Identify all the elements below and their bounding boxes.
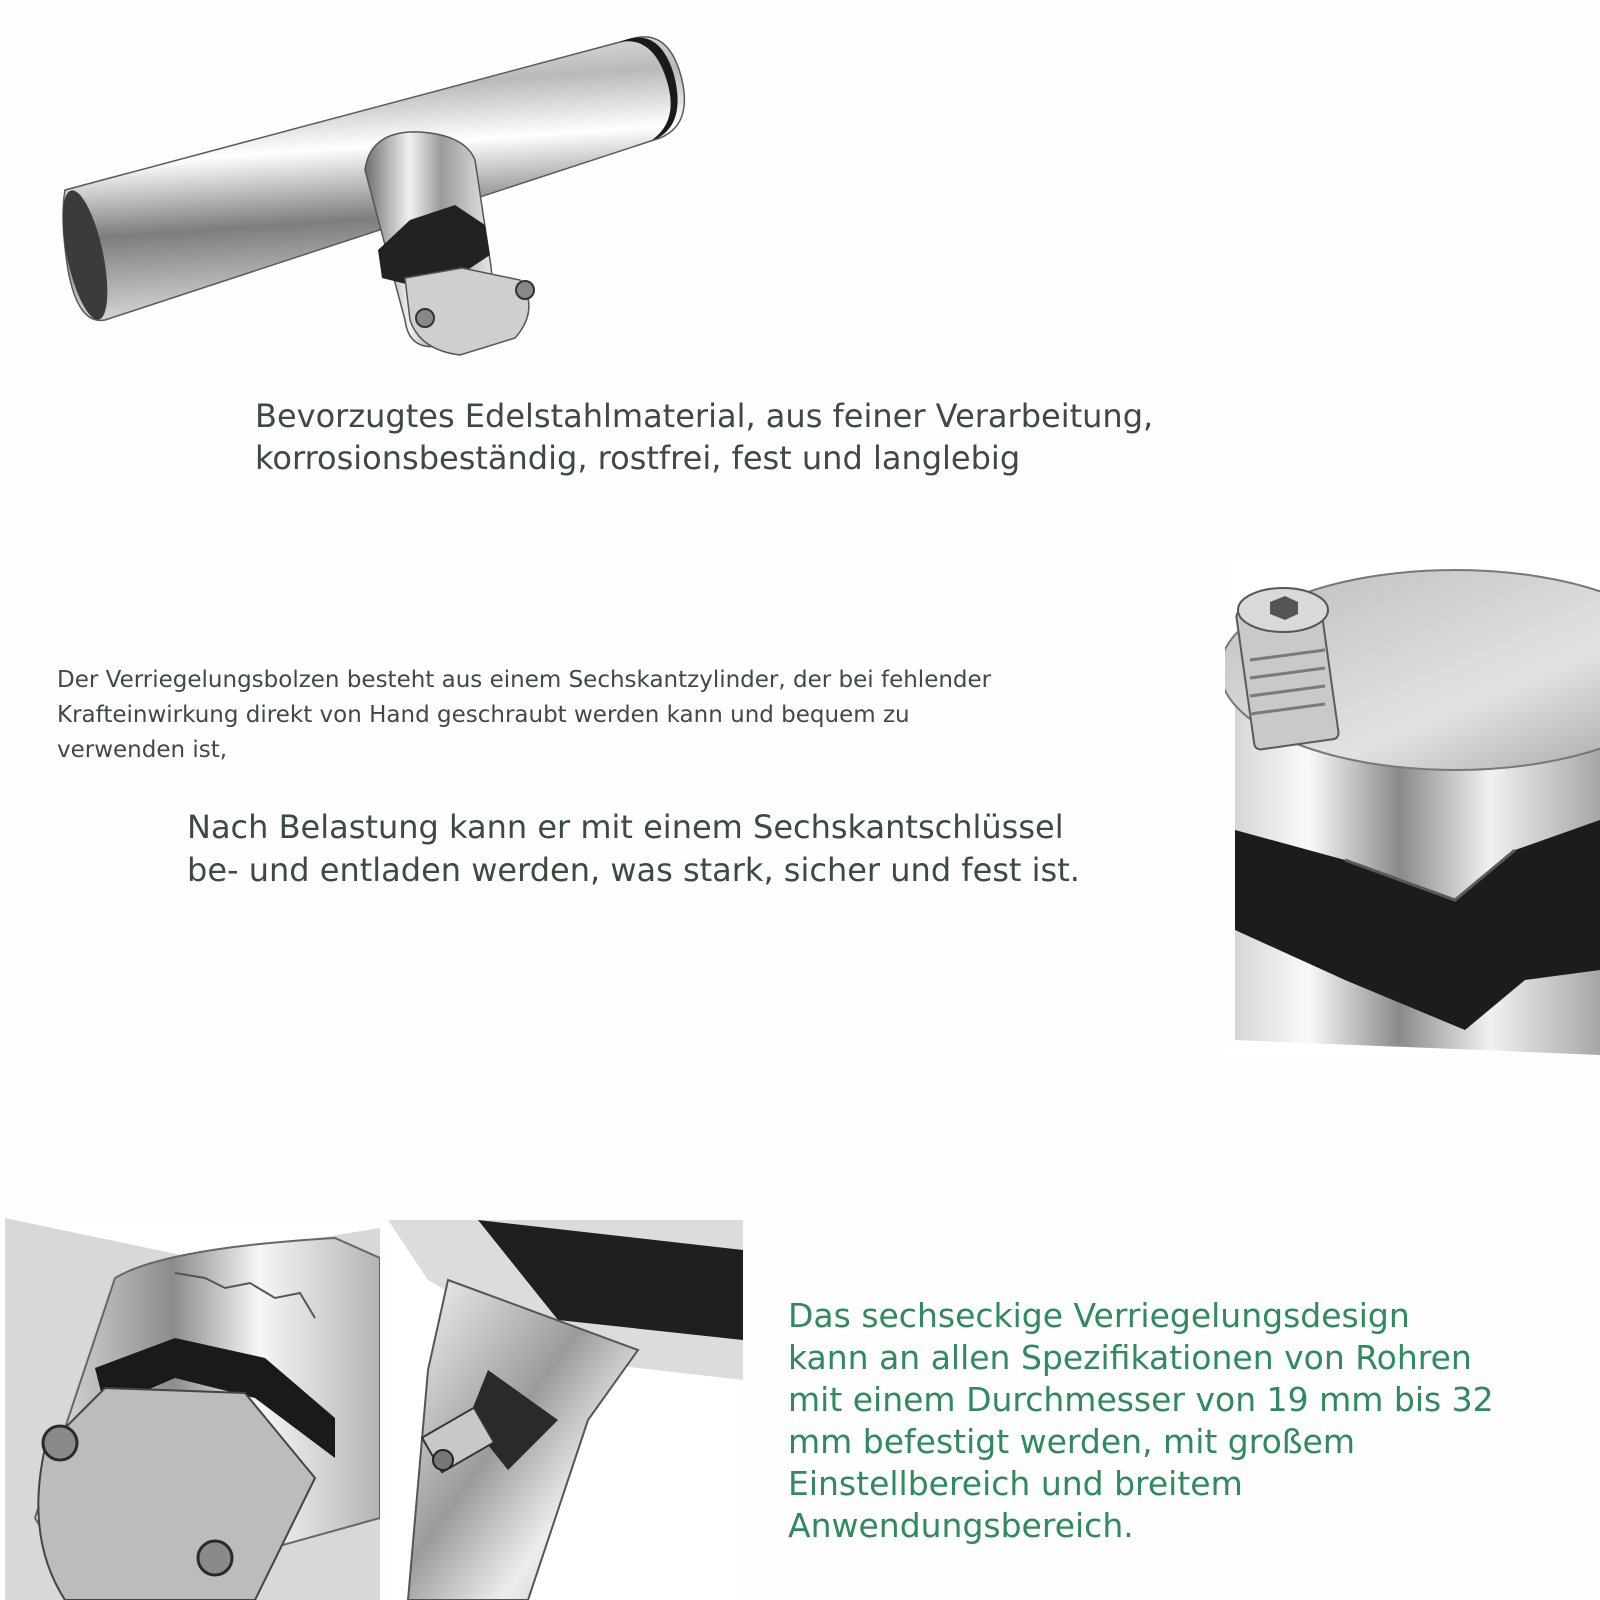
- feature-bolt-line: Krafteinwirkung direkt von Hand geschraubt werden kann und bequem zu: [57, 702, 910, 728]
- feature-hex-line: kann an allen Spezifikationen von Rohren: [788, 1338, 1472, 1377]
- clamp-bottom-image: [5, 1218, 380, 1600]
- feature-hex-line: Das sechseckige Verriegelungsdesign: [788, 1296, 1410, 1335]
- feature-wrench-line: Nach Belastung kann er mit einem Sechskantschlüssel: [187, 808, 1064, 846]
- clamp-bottom-illustration: [5, 1218, 380, 1600]
- feature-hex-text: [788, 1295, 1494, 1547]
- feature-hex-line: mm befestigt werden, mit großem: [788, 1422, 1356, 1461]
- clamp-closeup-image: [1225, 560, 1600, 1055]
- rod-holder-image: [60, 20, 710, 370]
- feature-bolt-line: Der Verriegelungsbolzen besteht aus einem Sechskantzylinder, der bei fehlender: [57, 667, 992, 693]
- feature-material-text: [255, 395, 1153, 479]
- rod-holder-illustration: [60, 20, 710, 370]
- feature-bolt-text: [57, 663, 991, 768]
- feature-bolt-line: verwenden ist,: [57, 737, 228, 763]
- feature-hex-line: mit einem Durchmesser von 19 mm bis 32: [788, 1380, 1494, 1419]
- feature-hex-line: Einstellbereich und breitem: [788, 1464, 1243, 1503]
- feature-material-line: korrosionsbeständig, rostfrei, fest und langlebig: [255, 439, 1021, 477]
- feature-wrench-line: be- und entladen werden, was stark, sicher und fest ist.: [187, 851, 1080, 889]
- clamp-closeup-illustration: [1225, 560, 1600, 1055]
- feature-wrench-text: [187, 806, 1080, 892]
- clamp-angle-illustration: [388, 1220, 743, 1600]
- clamp-angle-image: [388, 1220, 743, 1600]
- feature-material-line: Bevorzugtes Edelstahlmaterial, aus feiner Verarbeitung,: [255, 397, 1154, 435]
- feature-hex-line: Anwendungsbereich.: [788, 1506, 1134, 1545]
